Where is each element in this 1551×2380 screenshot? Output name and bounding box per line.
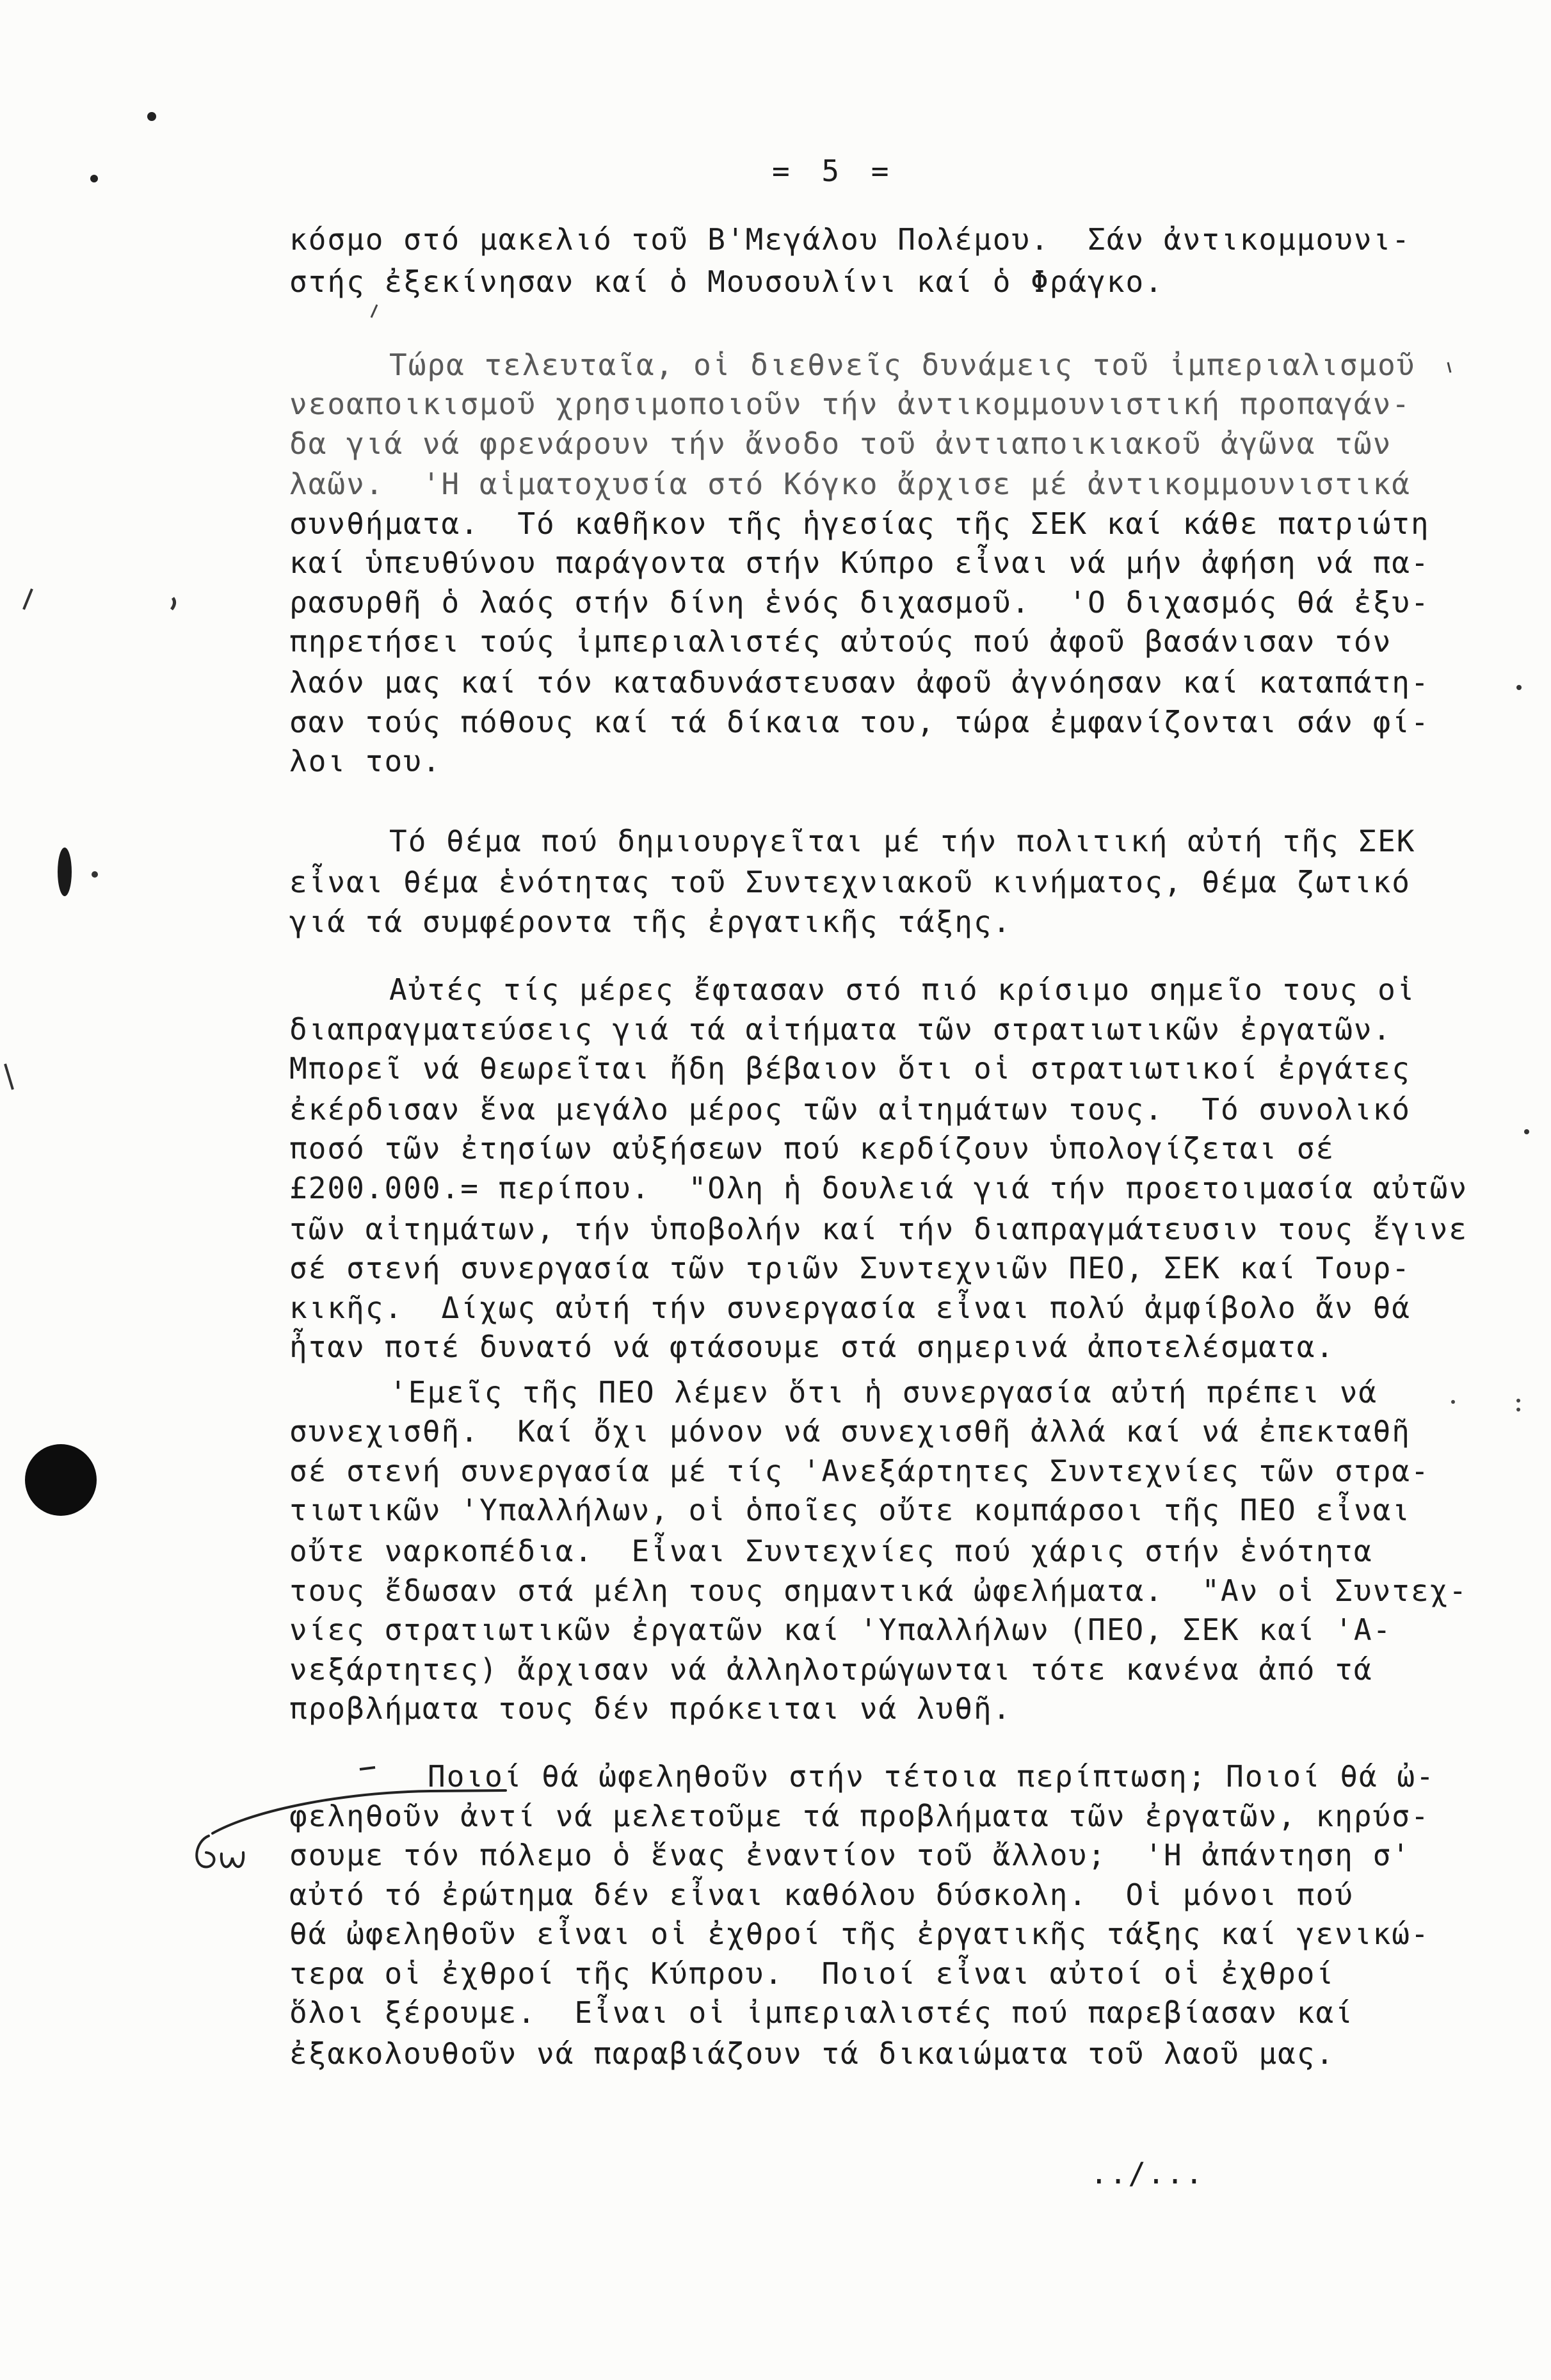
handwritten-annotation-scribble (197, 1836, 243, 1867)
text-line: στής ἐξεκίνησαν καί ὁ Μουσουλίνι καί ὁ Φράγκο. (289, 264, 1164, 299)
text-line: ἦταν ποτέ δυνατό νά φτάσουμε στά σημερινά ἀποτελέσματα. (289, 1330, 1335, 1364)
partial-punch-hole (58, 848, 72, 896)
text-line: ἐξακολουθοῦν νά παραβιάζουν τά δικαιώματα τοῦ λαοῦ μας. (289, 2036, 1335, 2071)
text-line: γιά τά συμφέροντα τῆς ἐργατικῆς τάξης. (289, 905, 1012, 939)
continuation-footer: ../... (1090, 2156, 1205, 2191)
text-line: £200.000.= περίπου. "Ολη ἡ δουλειά γιά τήν προετοιμασία αὐτῶν (289, 1171, 1468, 1205)
text-line: Μπορεῖ νά θεωρεῖται ἤδη βέβαιον ὅτι οἱ στρατιωτικοί ἐργάτες (289, 1051, 1411, 1086)
text-line: σέ στενή συνεργασία μέ τίς 'Ανεξάρτητες Συντεχνίες τῶν στρα- (289, 1454, 1430, 1488)
ink-speck (1451, 1400, 1455, 1404)
ink-speck (147, 112, 156, 121)
text-line: λαόν μας καί τόν καταδυνάστευσαν ἀφοῦ ἀγνόησαν καί καταπάτη- (289, 665, 1430, 700)
text-line: θά ὠφεληθοῦν εἶναι οἱ ἐχθροί τῆς ἐργατικῆς τάξης καί γενικώ- (289, 1917, 1430, 1951)
text-line: Αὐτές τίς μέρες ἔφτασαν στό πιό κρίσιμο σημεῖο τους οἱ (389, 972, 1416, 1007)
text-line: οὔτε ναρκοπέδια. Εἶναι Συντεχνίες πού χάρις στήν ἑνότητα (289, 1534, 1373, 1568)
text-line: κικῆς. Δίχως αὐτή τήν συνεργασία εἶναι πολύ ἀμφίβολο ἄν θά (289, 1291, 1411, 1325)
ink-speck (1524, 1129, 1529, 1134)
ink-speck (24, 589, 32, 609)
text-line: ποσό τῶν ἐτησίων αὐξήσεων πού κερδίζουν ὑπολογίζεται σέ (289, 1131, 1335, 1166)
ink-speck (1516, 685, 1522, 690)
text-line: τους ἔδωσαν στά μέλη τους σημαντικά ὠφελήματα. "Αν οἱ Συντεχ- (289, 1573, 1468, 1608)
ink-speck (5, 1064, 13, 1089)
text-line: σουμε τόν πόλεμο ὁ ἕνας ἐναντίον τοῦ ἄλλου; 'Η ἀπάντηση σ' (289, 1838, 1411, 1872)
text-line: διαπραγματεύσεις γιά τά αἰτήματα τῶν στρατιωτικῶν ἐργατῶν. (289, 1012, 1392, 1047)
text-line: Τό θέμα πού δημιουργεῖται μέ τήν πολιτική αὐτή τῆς ΣΕΚ (389, 824, 1416, 858)
text-line: συνεχισθῆ. Καί ὄχι μόνον νά συνεχισθῆ ἀλλά καί νά ἐπεκταθῆ (289, 1414, 1411, 1449)
text-line: πηρετήσει τούς ἰμπεριαλιστές αὐτούς πού ἀφοῦ βασάνισαν τόν (289, 624, 1392, 659)
text-line: κόσμο στό μακελιό τοῦ Β'Μεγάλου Πολέμου. Σάν ἀντικομμουνι- (289, 222, 1411, 257)
punch-hole (25, 1444, 97, 1516)
text-line: τιωτικῶν 'Υπαλλήλων, οἱ ὁποῖες οὔτε κομπάρσοι τῆς ΠΕΟ εἶναι (289, 1493, 1411, 1527)
text-line: λοι του. (289, 744, 442, 778)
pencil-dash (360, 1767, 375, 1769)
text-line: Τώρα τελευταῖα, οἱ διεθνεῖς δυνάμεις τοῦ ἰμπεριαλισμοῦ (389, 348, 1416, 382)
text-line: νεξάρτητες) ἄρχισαν νά ἀλληλοτρώγωνται τότε κανένα ἀπό τά (289, 1652, 1373, 1687)
text-line: ἐκέρδισαν ἕνα μεγάλο μέρος τῶν αἰτημάτων τους. Τό συνολικό (289, 1092, 1411, 1127)
ink-speck (1516, 1399, 1520, 1403)
text-line: λαῶν. 'Η αἱματοχυσία στό Κόγκο ἄρχισε μέ ἀντικομμουνιστικά (289, 467, 1411, 501)
text-line: σαν τούς πόθους καί τά δίκαια του, τώρα ἐμφανίζονται σάν φί- (289, 705, 1430, 739)
ink-speck (1516, 1408, 1520, 1411)
page-number-header: = 5 = (772, 154, 890, 188)
ink-speck (92, 871, 98, 878)
ink-speck (1448, 362, 1451, 373)
text-line: 'Εμεῖς τῆς ΠΕΟ λέμεν ὅτι ἡ συνεργασία αὐτή πρέπει νά (389, 1375, 1378, 1410)
text-line: αὐτό τό ἐρώτημα δέν εἶναι καθόλου δύσκολη. Οἱ μόνοι πού (289, 1877, 1354, 1912)
text-line: τῶν αἰτημάτων, τήν ὑποβολήν καί τήν διαπραγμάτευσιν τους ἔγινε (289, 1212, 1468, 1246)
text-line: σέ στενή συνεργασία τῶν τριῶν Συντεχνιῶν ΠΕΟ, ΣΕΚ καί Τουρ- (289, 1251, 1411, 1285)
ink-speck (172, 598, 175, 609)
text-line: φεληθοῦν ἀντί νά μελετοῦμε τά προβλήματα τῶν ἐργατῶν, κηρύσ- (289, 1799, 1430, 1833)
text-line: καί ὑπευθύνου παράγοντα στήν Κύπρο εἶναι νά μήν ἀφήση νά πα- (289, 545, 1430, 580)
ink-speck (90, 175, 98, 182)
text-line: προβλήματα τους δέν πρόκειται νά λυθῆ. (289, 1691, 1012, 1726)
text-line: Ποιοί θά ὠφεληθοῦν στήν τέτοια περίπτωση; Ποιοί θά ὠ- (428, 1759, 1435, 1794)
text-line: δα γιά νά φρενάρουν τήν ἄνοδο τοῦ ἀντιαποικιακοῦ ἀγῶνα τῶν (289, 426, 1392, 461)
text-line: τερα οἱ ἐχθροί τῆς Κύπρου. Ποιοί εἶναι αὐτοί οἱ ἐχθροί (289, 1956, 1335, 1991)
text-line: εἶναι θέμα ἑνότητας τοῦ Συντεχνιακοῦ κινήματος, θέμα ζωτικό (289, 865, 1411, 899)
text-line: νίες στρατιωτικῶν ἐργατῶν καί 'Υπαλλήλων (ΠΕΟ, ΣΕΚ καί 'Α- (289, 1612, 1392, 1647)
ink-speck (371, 305, 377, 318)
text-line: ὅλοι ξέρουμε. Εἶναι οἱ ἰμπεριαλιστές πού παρεβίασαν καί (289, 1995, 1354, 2030)
text-line: συνθήματα. Τό καθῆκον τῆς ἡγεσίας τῆς ΣΕΚ καί κάθε πατριώτη (289, 506, 1430, 541)
text-line: ρασυρθῆ ὁ λαός στήν δίνη ἑνός διχασμοῦ. 'Ο διχασμός θά ἐξυ- (289, 585, 1430, 620)
text-line: νεοαποικισμοῦ χρησιμοποιοῦν τήν ἀντικομμουνιστική προπαγάν- (289, 387, 1411, 421)
